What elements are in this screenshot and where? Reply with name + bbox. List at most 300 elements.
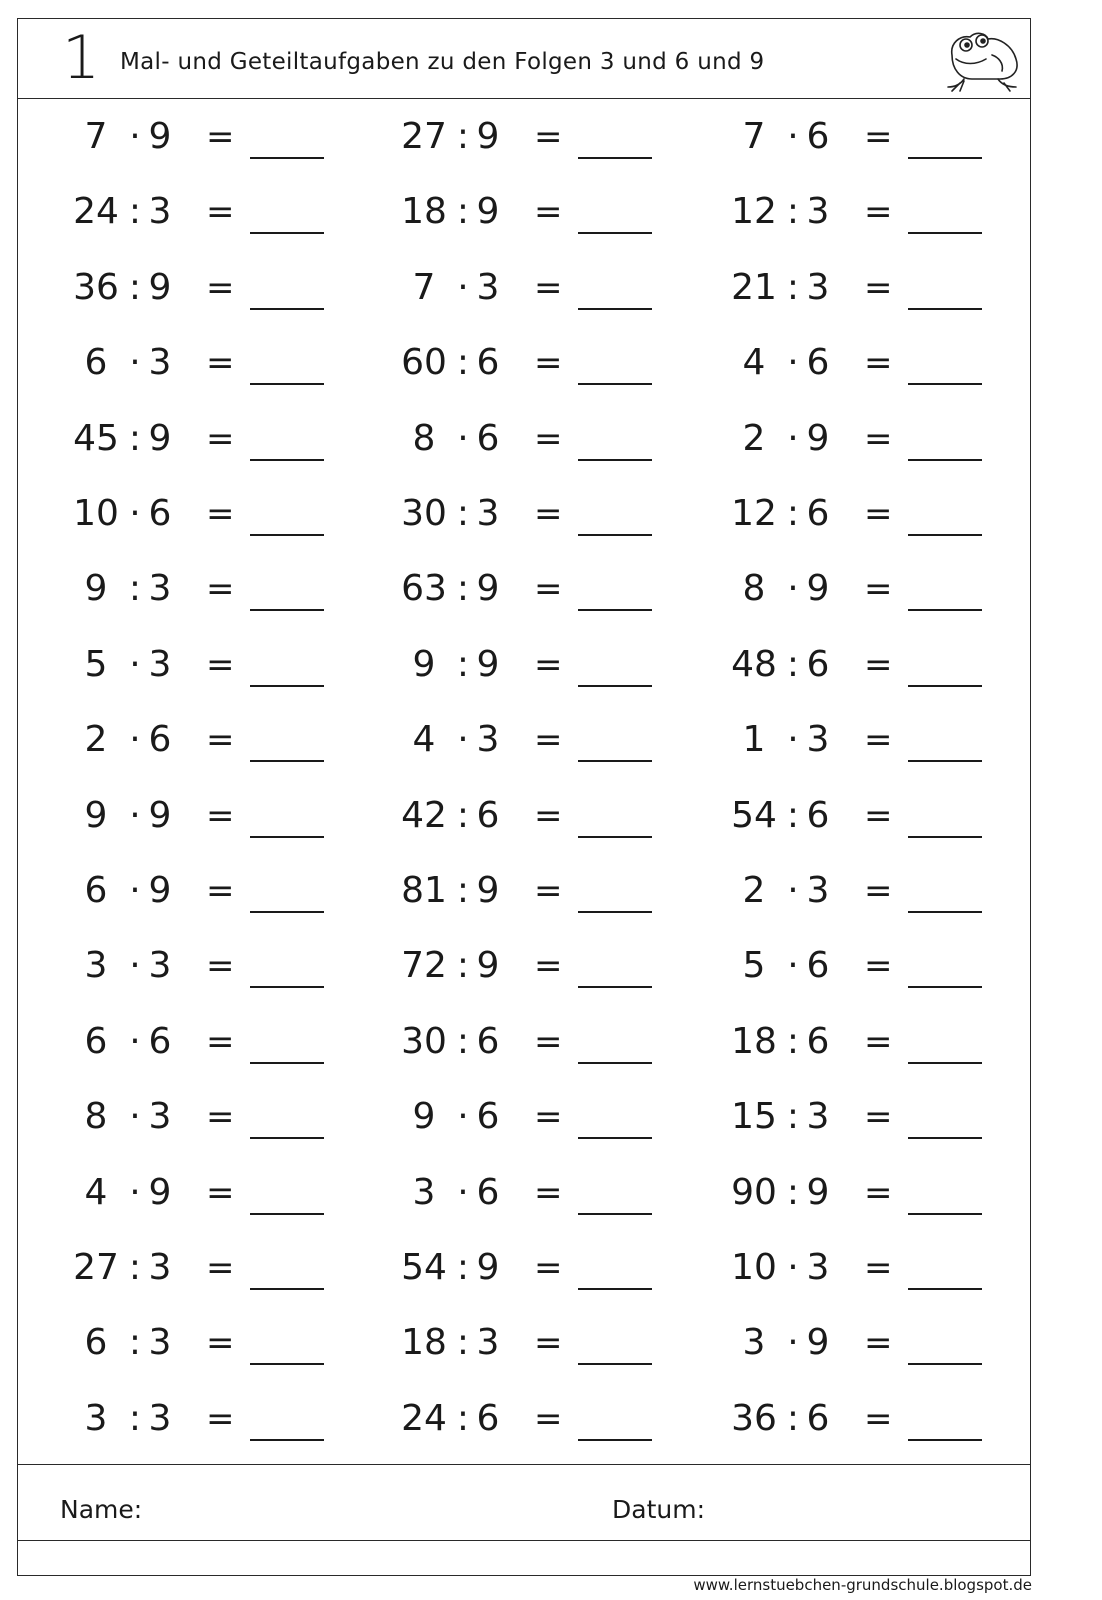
operand-b: 3 bbox=[806, 1247, 830, 1288]
answer-blank[interactable] bbox=[578, 1288, 652, 1290]
answer-blank[interactable] bbox=[908, 986, 982, 988]
exercise-row bbox=[394, 1014, 694, 1074]
answer-blank[interactable] bbox=[578, 308, 652, 310]
exercise-row bbox=[394, 1391, 694, 1451]
operator: · bbox=[457, 1096, 469, 1138]
operand-a: 18 bbox=[401, 1322, 447, 1364]
operand-b: 3 bbox=[476, 1322, 500, 1364]
operator: : bbox=[456, 191, 470, 233]
equals-sign: = bbox=[534, 494, 563, 534]
equals-sign: = bbox=[864, 720, 893, 761]
exercise-row bbox=[66, 938, 366, 998]
operator: : bbox=[456, 1247, 470, 1288]
exercise-row bbox=[66, 411, 366, 471]
operator: : bbox=[786, 191, 800, 233]
operand-b: 3 bbox=[148, 342, 172, 384]
operand-b: 9 bbox=[476, 945, 500, 987]
operand-b: 6 bbox=[806, 493, 830, 534]
operand-b: 6 bbox=[476, 1020, 500, 1062]
operand-a: 30 bbox=[401, 1020, 447, 1062]
answer-blank[interactable] bbox=[578, 760, 652, 762]
exercise-row bbox=[394, 486, 694, 546]
operator: : bbox=[456, 945, 470, 987]
exercise-row bbox=[66, 863, 366, 923]
equals-sign: = bbox=[206, 192, 235, 233]
equals-sign: = bbox=[206, 117, 235, 157]
operand-a: 45 bbox=[73, 417, 119, 459]
answer-blank[interactable] bbox=[908, 308, 982, 310]
operand-a: 6 bbox=[84, 1020, 108, 1062]
operand-b: 6 bbox=[148, 1020, 172, 1062]
operand-b: 9 bbox=[476, 116, 500, 157]
exercise-row bbox=[394, 109, 694, 169]
operand-a: 18 bbox=[401, 191, 447, 233]
equals-sign: = bbox=[864, 1021, 893, 1062]
exercise-row bbox=[66, 1315, 366, 1375]
equals-sign: = bbox=[864, 343, 893, 384]
operand-a: 81 bbox=[401, 870, 447, 911]
answer-blank[interactable] bbox=[908, 534, 982, 536]
operand-a: 3 bbox=[412, 1171, 436, 1213]
operand-a: 5 bbox=[84, 643, 108, 685]
operand-b: 9 bbox=[148, 266, 172, 308]
operand-a: 48 bbox=[731, 643, 777, 685]
answer-blank[interactable] bbox=[578, 1137, 652, 1139]
equals-sign: = bbox=[534, 720, 563, 761]
equals-sign: = bbox=[206, 1248, 235, 1288]
operator: : bbox=[786, 1096, 800, 1138]
exercise-row bbox=[66, 109, 366, 169]
operand-b: 9 bbox=[476, 1247, 500, 1288]
exercise-row bbox=[66, 712, 366, 772]
operand-b: 6 bbox=[148, 493, 172, 534]
worksheet bbox=[17, 18, 1031, 1576]
exercise-row bbox=[724, 411, 1024, 471]
operator: · bbox=[129, 945, 141, 987]
operand-b: 3 bbox=[148, 1247, 172, 1288]
answer-blank[interactable] bbox=[578, 383, 652, 385]
answer-blank[interactable] bbox=[578, 1363, 652, 1365]
answer-blank[interactable] bbox=[908, 685, 982, 687]
operand-a: 10 bbox=[731, 1247, 777, 1288]
equals-sign: = bbox=[864, 192, 893, 233]
sheet-title: Mal- und Geteiltaufgaben zu den Folgen 3 und 6 und 9 bbox=[120, 49, 765, 75]
operand-a: 72 bbox=[401, 945, 447, 987]
exercise-row bbox=[724, 712, 1024, 772]
equals-sign: = bbox=[206, 267, 235, 308]
exercise-row bbox=[66, 1391, 366, 1451]
answer-blank[interactable] bbox=[908, 232, 982, 234]
exercise-row bbox=[66, 260, 366, 320]
exercise-row bbox=[394, 1165, 694, 1225]
answer-blank[interactable] bbox=[250, 1137, 324, 1139]
operand-a: 6 bbox=[84, 342, 108, 384]
operand-b: 9 bbox=[148, 794, 172, 836]
answer-blank[interactable] bbox=[250, 986, 324, 988]
answer-blank[interactable] bbox=[908, 1213, 982, 1215]
answer-blank[interactable] bbox=[578, 911, 652, 913]
operand-b: 6 bbox=[476, 1096, 500, 1138]
exercise-row bbox=[394, 561, 694, 621]
answer-blank[interactable] bbox=[908, 836, 982, 838]
exercise-row bbox=[724, 561, 1024, 621]
operand-b: 9 bbox=[806, 568, 830, 610]
exercise-row bbox=[724, 335, 1024, 395]
operand-a: 63 bbox=[401, 568, 447, 610]
answer-blank[interactable] bbox=[250, 232, 324, 234]
operator: · bbox=[129, 493, 141, 534]
exercise-row bbox=[724, 1014, 1024, 1074]
operand-a: 30 bbox=[401, 493, 447, 534]
answer-blank[interactable] bbox=[908, 1439, 982, 1441]
answer-blank[interactable] bbox=[578, 986, 652, 988]
operand-b: 3 bbox=[806, 1096, 830, 1138]
exercise-row bbox=[724, 938, 1024, 998]
equals-sign: = bbox=[206, 644, 235, 685]
operator: · bbox=[787, 870, 799, 911]
exercise-row bbox=[394, 637, 694, 697]
operand-b: 3 bbox=[148, 643, 172, 685]
exercise-row bbox=[66, 1089, 366, 1149]
operand-a: 3 bbox=[84, 1397, 108, 1439]
operand-a: 18 bbox=[731, 1020, 777, 1062]
equals-sign: = bbox=[534, 267, 563, 308]
equals-sign: = bbox=[206, 1323, 235, 1364]
answer-blank[interactable] bbox=[908, 459, 982, 461]
operand-a: 27 bbox=[73, 1247, 119, 1288]
exercise-row bbox=[66, 486, 366, 546]
equals-sign: = bbox=[534, 1248, 563, 1288]
operator: : bbox=[786, 1171, 800, 1213]
website-url: www.lernstuebchen-grundschule.blogspot.de bbox=[693, 1576, 1032, 1594]
exercise-row bbox=[66, 184, 366, 244]
operand-b: 6 bbox=[148, 719, 172, 761]
operator: · bbox=[787, 1322, 799, 1364]
operand-b: 9 bbox=[148, 1171, 172, 1213]
answer-blank[interactable] bbox=[908, 383, 982, 385]
answer-blank[interactable] bbox=[908, 1363, 982, 1365]
name-label: Name: bbox=[60, 1495, 143, 1524]
operand-b: 9 bbox=[148, 116, 172, 157]
operator: · bbox=[457, 719, 469, 761]
answer-blank[interactable] bbox=[250, 157, 324, 159]
operator: · bbox=[129, 116, 141, 157]
exercise-row bbox=[724, 486, 1024, 546]
equals-sign: = bbox=[864, 494, 893, 534]
operator: · bbox=[787, 945, 799, 987]
operand-a: 2 bbox=[742, 870, 766, 911]
answer-blank[interactable] bbox=[250, 534, 324, 536]
answer-blank[interactable] bbox=[250, 1288, 324, 1290]
operand-a: 54 bbox=[731, 794, 777, 836]
equals-sign: = bbox=[864, 795, 893, 836]
operand-a: 2 bbox=[84, 719, 108, 761]
operator: : bbox=[456, 342, 470, 384]
operator: · bbox=[787, 417, 799, 459]
exercise-row bbox=[394, 1315, 694, 1375]
operand-a: 21 bbox=[731, 266, 777, 308]
answer-blank[interactable] bbox=[250, 383, 324, 385]
operand-b: 6 bbox=[476, 417, 500, 459]
operator: : bbox=[128, 1322, 142, 1364]
exercise-row bbox=[394, 863, 694, 923]
operand-a: 54 bbox=[401, 1247, 447, 1288]
operator: : bbox=[456, 1397, 470, 1439]
equals-sign: = bbox=[534, 192, 563, 233]
operand-b: 6 bbox=[476, 1397, 500, 1439]
operand-b: 3 bbox=[806, 719, 830, 761]
exercise-grid bbox=[18, 99, 1030, 1483]
equals-sign: = bbox=[534, 946, 563, 987]
equals-sign: = bbox=[206, 418, 235, 459]
answer-blank[interactable] bbox=[908, 609, 982, 611]
operator: · bbox=[787, 568, 799, 610]
answer-blank[interactable] bbox=[250, 685, 324, 687]
operand-a: 36 bbox=[731, 1397, 777, 1439]
equals-sign: = bbox=[534, 569, 563, 610]
operator: : bbox=[786, 493, 800, 534]
operand-a: 24 bbox=[401, 1397, 447, 1439]
equals-sign: = bbox=[206, 569, 235, 610]
exercise-row bbox=[724, 1089, 1024, 1149]
exercise-row bbox=[394, 260, 694, 320]
operator: · bbox=[787, 116, 799, 157]
exercise-row bbox=[66, 1240, 366, 1300]
operand-b: 6 bbox=[476, 342, 500, 384]
operand-b: 3 bbox=[148, 191, 172, 233]
operator: · bbox=[129, 870, 141, 911]
exercise-row bbox=[66, 637, 366, 697]
operand-a: 3 bbox=[84, 945, 108, 987]
operand-a: 7 bbox=[742, 116, 766, 157]
equals-sign: = bbox=[534, 795, 563, 836]
answer-blank[interactable] bbox=[908, 911, 982, 913]
operator: · bbox=[129, 794, 141, 836]
operator: : bbox=[128, 1247, 142, 1288]
date-label: Datum: bbox=[612, 1495, 705, 1524]
equals-sign: = bbox=[864, 1097, 893, 1138]
operator: : bbox=[456, 794, 470, 836]
answer-blank[interactable] bbox=[578, 609, 652, 611]
answer-blank[interactable] bbox=[250, 911, 324, 913]
equals-sign: = bbox=[534, 871, 563, 911]
operand-a: 10 bbox=[73, 493, 119, 534]
exercise-row bbox=[724, 260, 1024, 320]
operand-a: 9 bbox=[84, 794, 108, 836]
answer-blank[interactable] bbox=[908, 1137, 982, 1139]
operand-a: 90 bbox=[731, 1171, 777, 1213]
answer-blank[interactable] bbox=[578, 1213, 652, 1215]
equals-sign: = bbox=[534, 1021, 563, 1062]
exercise-row bbox=[724, 863, 1024, 923]
answer-blank[interactable] bbox=[578, 157, 652, 159]
answer-blank[interactable] bbox=[578, 1439, 652, 1441]
equals-sign: = bbox=[864, 1398, 893, 1439]
operator: · bbox=[457, 266, 469, 308]
equals-sign: = bbox=[534, 1097, 563, 1138]
equals-sign: = bbox=[864, 1323, 893, 1364]
operand-b: 9 bbox=[806, 1171, 830, 1213]
exercise-row bbox=[724, 1165, 1024, 1225]
operand-a: 4 bbox=[742, 342, 766, 384]
operand-a: 8 bbox=[742, 568, 766, 610]
answer-blank[interactable] bbox=[908, 157, 982, 159]
answer-blank[interactable] bbox=[250, 1213, 324, 1215]
answer-blank[interactable] bbox=[578, 1062, 652, 1064]
exercise-row bbox=[394, 1240, 694, 1300]
operand-a: 6 bbox=[84, 1322, 108, 1364]
operator: : bbox=[786, 643, 800, 685]
answer-blank[interactable] bbox=[250, 459, 324, 461]
answer-blank[interactable] bbox=[908, 760, 982, 762]
operand-b: 9 bbox=[148, 870, 172, 911]
operand-b: 6 bbox=[806, 794, 830, 836]
operand-b: 9 bbox=[806, 417, 830, 459]
equals-sign: = bbox=[534, 1398, 563, 1439]
operand-a: 36 bbox=[73, 266, 119, 308]
exercise-row bbox=[394, 335, 694, 395]
operand-b: 3 bbox=[148, 1322, 172, 1364]
exercise-row bbox=[394, 712, 694, 772]
operator: · bbox=[129, 1171, 141, 1213]
operand-b: 6 bbox=[476, 794, 500, 836]
equals-sign: = bbox=[206, 795, 235, 836]
equals-sign: = bbox=[206, 720, 235, 761]
operator: : bbox=[128, 568, 142, 610]
operator: · bbox=[787, 342, 799, 384]
answer-blank[interactable] bbox=[250, 836, 324, 838]
operand-a: 9 bbox=[412, 1096, 436, 1138]
operand-b: 3 bbox=[148, 568, 172, 610]
answer-blank[interactable] bbox=[250, 308, 324, 310]
equals-sign: = bbox=[864, 871, 893, 911]
equals-sign: = bbox=[206, 343, 235, 384]
equals-sign: = bbox=[864, 418, 893, 459]
operand-a: 5 bbox=[742, 945, 766, 987]
equals-sign: = bbox=[206, 1398, 235, 1439]
exercise-row bbox=[66, 1014, 366, 1074]
equals-sign: = bbox=[534, 1172, 563, 1213]
equals-sign: = bbox=[534, 644, 563, 685]
operator: : bbox=[786, 1397, 800, 1439]
answer-blank[interactable] bbox=[578, 459, 652, 461]
operand-a: 6 bbox=[84, 870, 108, 911]
operand-a: 24 bbox=[73, 191, 119, 233]
exercise-row bbox=[724, 1240, 1024, 1300]
operand-a: 2 bbox=[742, 417, 766, 459]
answer-blank[interactable] bbox=[250, 1363, 324, 1365]
equals-sign: = bbox=[206, 946, 235, 987]
operator: : bbox=[456, 568, 470, 610]
exercise-row bbox=[394, 1089, 694, 1149]
answer-blank[interactable] bbox=[578, 685, 652, 687]
operand-a: 7 bbox=[412, 266, 436, 308]
operator: : bbox=[128, 1397, 142, 1439]
operand-b: 9 bbox=[476, 191, 500, 233]
operand-a: 60 bbox=[401, 342, 447, 384]
exercise-row bbox=[724, 637, 1024, 697]
equals-sign: = bbox=[206, 1172, 235, 1213]
operator: : bbox=[128, 191, 142, 233]
operator: : bbox=[456, 643, 470, 685]
exercise-row bbox=[724, 109, 1024, 169]
operator: · bbox=[129, 1096, 141, 1138]
answer-blank[interactable] bbox=[908, 1288, 982, 1290]
exercise-row bbox=[724, 788, 1024, 848]
answer-blank[interactable] bbox=[250, 1062, 324, 1064]
equals-sign: = bbox=[534, 343, 563, 384]
exercise-row bbox=[394, 184, 694, 244]
operand-b: 3 bbox=[806, 870, 830, 911]
exercise-row bbox=[724, 184, 1024, 244]
exercise-row bbox=[66, 788, 366, 848]
sheet-number: 1 bbox=[62, 23, 101, 93]
operand-b: 6 bbox=[476, 1171, 500, 1213]
equals-sign: = bbox=[864, 569, 893, 610]
operand-b: 6 bbox=[806, 342, 830, 384]
answer-blank[interactable] bbox=[578, 836, 652, 838]
operand-a: 27 bbox=[401, 116, 447, 157]
equals-sign: = bbox=[864, 1248, 893, 1288]
operand-a: 4 bbox=[84, 1171, 108, 1213]
equals-sign: = bbox=[206, 871, 235, 911]
worksheet-header bbox=[18, 19, 1030, 99]
operand-a: 42 bbox=[401, 794, 447, 836]
exercise-row bbox=[394, 411, 694, 471]
operand-b: 6 bbox=[806, 116, 830, 157]
operand-a: 1 bbox=[742, 719, 766, 761]
operator: : bbox=[456, 870, 470, 911]
answer-blank[interactable] bbox=[250, 1439, 324, 1441]
answer-blank[interactable] bbox=[250, 609, 324, 611]
operand-a: 9 bbox=[84, 568, 108, 610]
operator: : bbox=[456, 116, 470, 157]
equals-sign: = bbox=[864, 117, 893, 157]
equals-sign: = bbox=[864, 267, 893, 308]
operator: : bbox=[128, 266, 142, 308]
operand-b: 6 bbox=[806, 1020, 830, 1062]
operand-b: 6 bbox=[806, 1397, 830, 1439]
answer-blank[interactable] bbox=[578, 534, 652, 536]
exercise-row bbox=[66, 335, 366, 395]
operator: · bbox=[457, 1171, 469, 1213]
operator: · bbox=[129, 1020, 141, 1062]
operand-a: 3 bbox=[742, 1322, 766, 1364]
operand-b: 9 bbox=[148, 417, 172, 459]
operand-b: 3 bbox=[148, 1096, 172, 1138]
operand-a: 7 bbox=[84, 116, 108, 157]
operator: : bbox=[786, 266, 800, 308]
exercise-row bbox=[66, 1165, 366, 1225]
operand-b: 9 bbox=[476, 643, 500, 685]
operand-b: 6 bbox=[806, 945, 830, 987]
exercise-row bbox=[66, 561, 366, 621]
operand-b: 9 bbox=[476, 568, 500, 610]
operator: · bbox=[129, 643, 141, 685]
operator: · bbox=[129, 342, 141, 384]
answer-blank[interactable] bbox=[250, 760, 324, 762]
answer-blank[interactable] bbox=[908, 1062, 982, 1064]
operand-b: 3 bbox=[148, 1397, 172, 1439]
equals-sign: = bbox=[864, 1172, 893, 1213]
frog-icon bbox=[942, 25, 1022, 93]
equals-sign: = bbox=[206, 494, 235, 534]
operator: · bbox=[457, 417, 469, 459]
operand-b: 9 bbox=[476, 870, 500, 911]
equals-sign: = bbox=[864, 946, 893, 987]
answer-blank[interactable] bbox=[578, 232, 652, 234]
operator: : bbox=[128, 417, 142, 459]
